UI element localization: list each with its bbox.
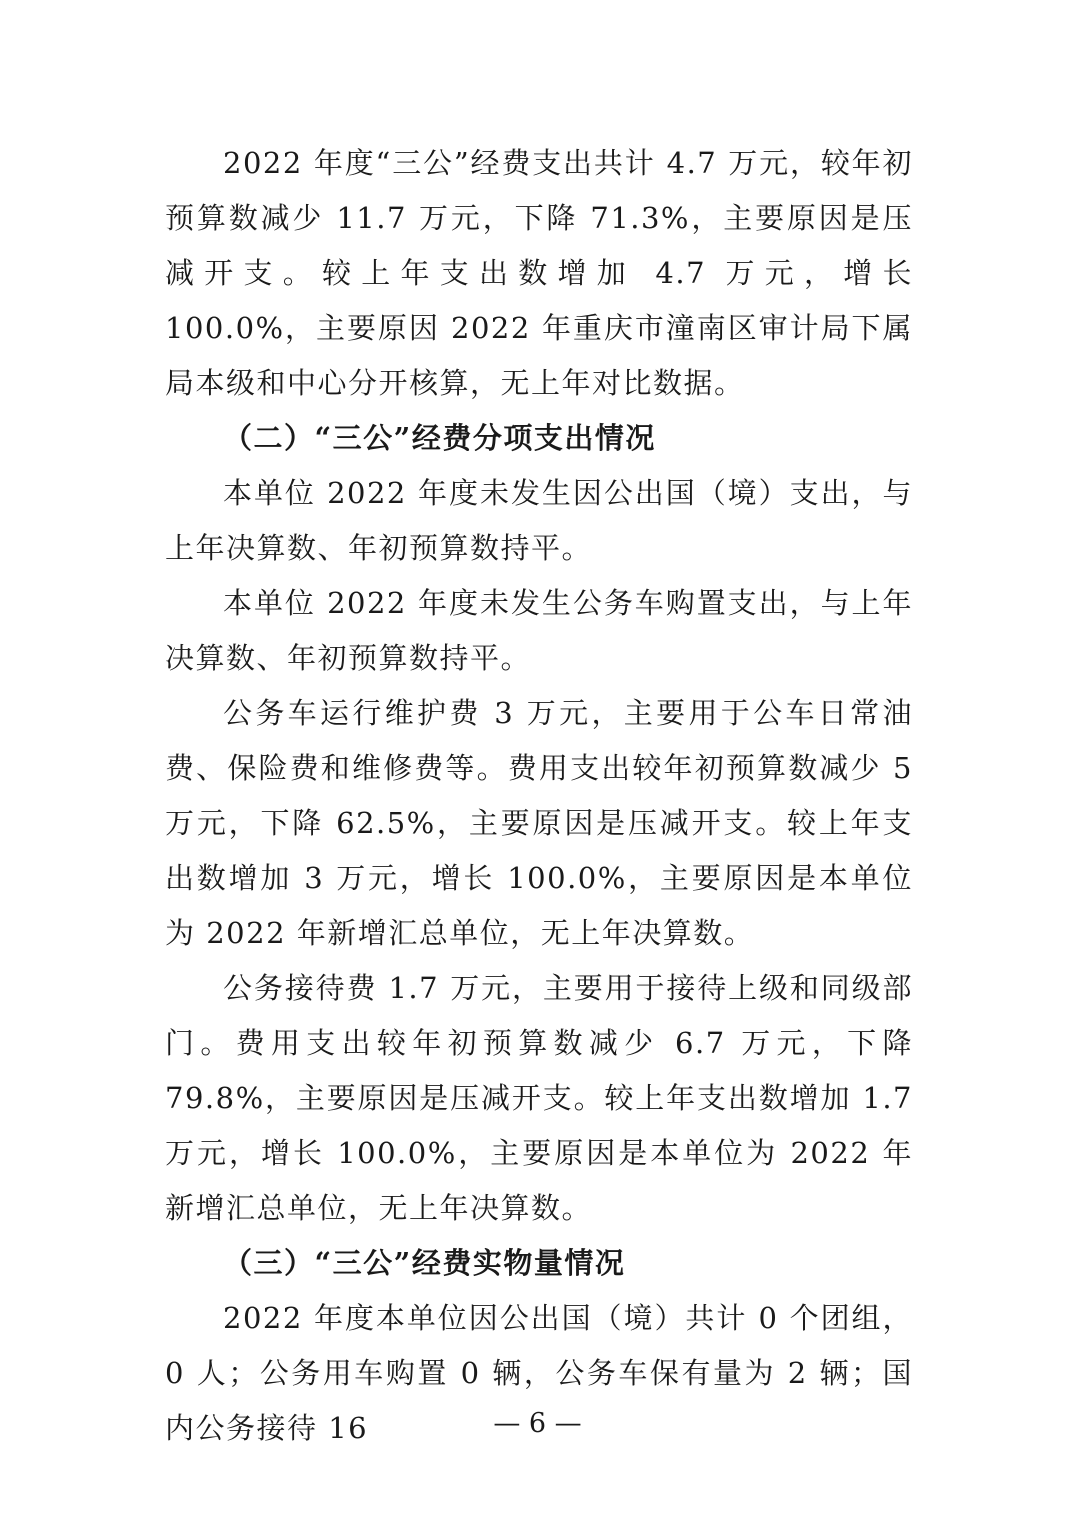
paragraph-vehicle-operation: 公务车运行维护费 3 万元，主要用于公车日常油费、保险费和维修费等。费用支出较年初预算数减少 5 万元，下降 62.5%，主要原因是压减开支。较上年支出数增加 3 万元，增长 100.0%，主要原因是本单位为 2022 年新增汇总单位，无上年决算数。 [165, 696, 913, 950]
page-number: — 6 — [493, 1408, 582, 1439]
paragraph-physical-quantity: 2022 年度本单位因公出国（境）共计 0 个团组，0 人；公务用车购置 0 辆，公务车保有量为 2 辆；国内公务接待 16 [165, 1301, 913, 1445]
paragraph-overseas-travel: 本单位 2022 年度未发生因公出国（境）支出，与上年决算数、年初预算数持平。 [165, 476, 913, 565]
document-body [165, 136, 913, 1456]
paragraph-total-expenditure: 2022 年度“三公”经费支出共计 4.7 万元，较年初预算数减少 11.7 万元，下降 71.3%，主要原因是压减开支。较上年支出数增加 4.7 万元，增长 100.0%，主要原因 2022 年重庆市潼南区审计局下属局本级和中心分开核算，无上年对比数据。 [165, 146, 913, 400]
section-heading-physical-quantity: （三）“三公”经费实物量情况 [223, 1246, 626, 1280]
paragraph-official-reception: 公务接待费 1.7 万元，主要用于接待上级和同级部门。费用支出较年初预算数减少 6.7 万元，下降 79.8%，主要原因是压减开支。较上年支出数增加 1.7 万元，增长 100.0%，主要原因是本单位为 2022 年新增汇总单位，无上年决算数。 [165, 971, 913, 1225]
paragraph-vehicle-purchase: 本单位 2022 年度未发生公务车购置支出，与上年决算数、年初预算数持平。 [165, 586, 913, 675]
section-heading-itemized-expenditure: （二）“三公”经费分项支出情况 [223, 421, 656, 455]
